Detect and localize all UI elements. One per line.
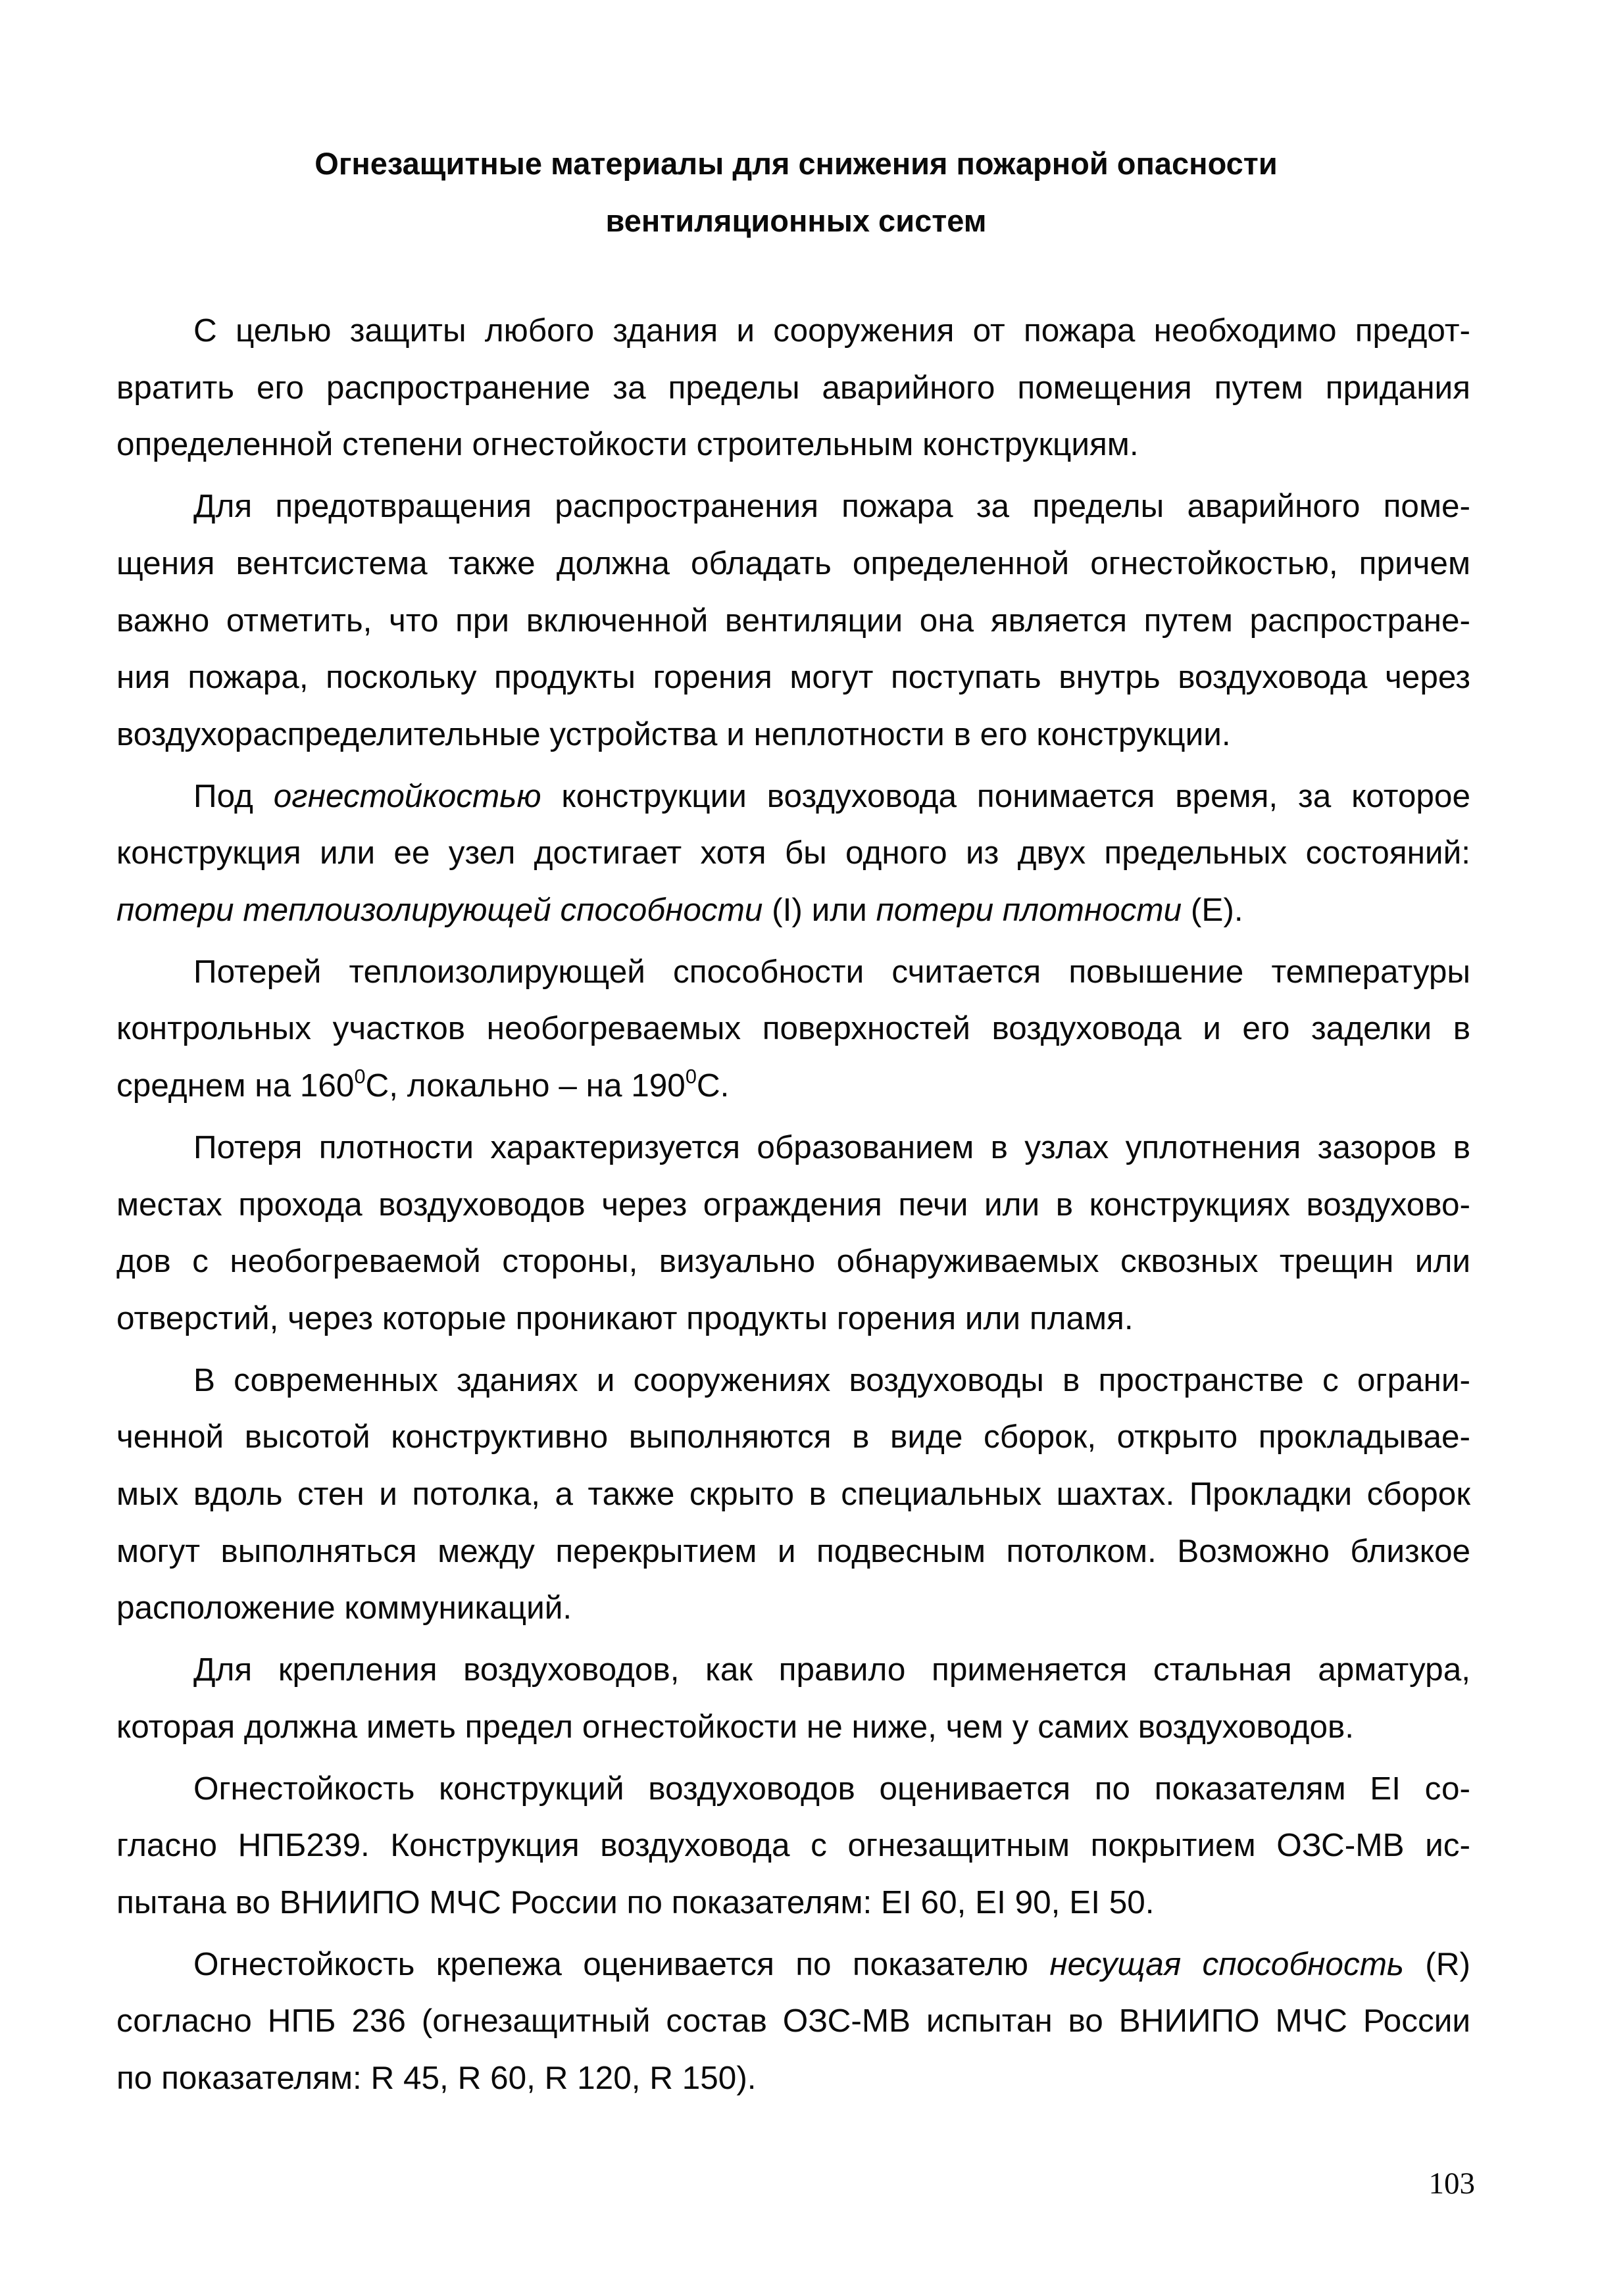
text-run: среднем на 160 <box>116 1067 355 1104</box>
text-line: определенной степени огнестойкости строительным конструкциям. <box>116 426 1139 463</box>
text-line: С целью защиты любого здания и сооружения от пожара необходимо предот- <box>193 312 1470 349</box>
text-line: ния пожара, поскольку продукты горения могут поступать внутрь воздуховода через <box>116 659 1470 696</box>
body-text <box>116 303 1470 2112</box>
text-line <box>116 882 1470 939</box>
text-run: (I) или <box>762 892 876 929</box>
text-line: важно отметить, что при включенной вентиляции она является путем распростране- <box>116 602 1470 639</box>
text-run: С. <box>696 1067 730 1104</box>
text-line <box>116 1936 1470 1993</box>
text-run: Под <box>193 777 274 814</box>
paragraph <box>116 1119 1470 1348</box>
text-line: щения вентсистема также должна обладать определенной огнестойкостью, причем <box>116 545 1470 581</box>
text-line: могут выполняться между перекрытием и подвесным потолком. Возможно близкое <box>116 1532 1470 1569</box>
text-line: мых вдоль стен и потолка, а также скрыто в специальных шахтах. Прокладки сборок <box>116 1476 1470 1513</box>
text-line: ченной высотой конструктивно выполняются в виде сборок, открыто прокладывае- <box>116 1419 1470 1455</box>
italic-term: потери плотности <box>876 892 1182 929</box>
text-line: расположение коммуникаций. <box>116 1590 572 1626</box>
text-line: гласно НПБ239. Конструкция воздуховода с огнезащитным покрытием ОЗС-МВ ис- <box>116 1827 1470 1864</box>
text-line: согласно НПБ 236 (огнезащитный состав ОЗС-МВ испытан во ВНИИПО МЧС России <box>116 2003 1470 2040</box>
page-number: 103 <box>1428 2166 1475 2201</box>
text-line: которая должна иметь предел огнестойкости не ниже, чем у самих воздуховодов. <box>116 1708 1355 1745</box>
paragraph <box>116 768 1470 939</box>
text-line: Для крепления воздуховодов, как правило применяется стальная арматура, <box>193 1651 1470 1688</box>
paragraph <box>116 1642 1470 1755</box>
text-line: Огнестойкость конструкций воздуховодов оценивается по показателям EI со- <box>193 1770 1470 1807</box>
paragraph <box>116 478 1470 764</box>
paragraph <box>116 1761 1470 1932</box>
text-line: Потеря плотности характеризуется образованием в узлах уплотнения зазоров в <box>193 1129 1470 1165</box>
page-title <box>112 135 1480 249</box>
text-line: воздухораспределительные устройства и неплотности в его конструкции. <box>116 716 1231 752</box>
text-line: Для предотвращения распространения пожара за пределы аварийного поме- <box>193 488 1470 525</box>
text-run: Огнестойкость крепежа оценивается по показателю <box>193 1945 1050 1982</box>
text-line: конструкция или ее узел достигает хотя бы одного из двух предельных состояний: <box>116 835 1470 871</box>
paragraph <box>116 944 1470 1115</box>
text-run: (E). <box>1182 892 1243 929</box>
text-line: местах прохода воздуховодов через ограждения печи или в конструкциях воздухово- <box>116 1186 1470 1223</box>
degree-superscript: 0 <box>685 1065 697 1088</box>
paragraph <box>116 1352 1470 1638</box>
title-line: Огнезащитные материалы для снижения пожарной опасности <box>314 146 1278 181</box>
text-line: отверстий, через которые проникают продукты горения или пламя. <box>116 1300 1134 1336</box>
paragraph <box>116 1936 1470 2107</box>
text-line <box>116 768 1470 825</box>
text-run: (R) <box>1403 1945 1471 1982</box>
text-line: по показателям: R 45, R 60, R 120, R 150). <box>116 2060 757 2097</box>
text-line: контрольных участков необогреваемых поверхностей воздуховода и его заделки в <box>116 1010 1470 1047</box>
italic-term: потери теплоизолирующей способности <box>116 892 763 929</box>
text-line <box>116 1058 1470 1115</box>
text-line: Потерей теплоизолирующей способности считается повышение температуры <box>193 953 1470 990</box>
title-line: вентиляционных систем <box>605 203 987 238</box>
italic-term: огнестойкостью <box>273 777 541 814</box>
text-run: С, локально – на 190 <box>365 1067 686 1104</box>
text-line: В современных зданиях и сооружениях воздуховоды в пространстве с ограни- <box>193 1361 1470 1398</box>
text-line: пытана во ВНИИПО МЧС России по показателям: EI 60, EI 90, EI 50. <box>116 1884 1155 1920</box>
text-line: дов с необогреваемой стороны, визуально обнаруживаемых сквозных трещин или <box>116 1243 1470 1280</box>
paragraph <box>116 303 1470 474</box>
degree-superscript: 0 <box>354 1065 366 1088</box>
text-line: вратить его распространение за пределы аварийного помещения путем придания <box>116 369 1470 406</box>
text-run: конструкции воздуховода понимается время, за которое <box>541 777 1470 814</box>
italic-term: несущая способность <box>1049 1945 1404 1982</box>
